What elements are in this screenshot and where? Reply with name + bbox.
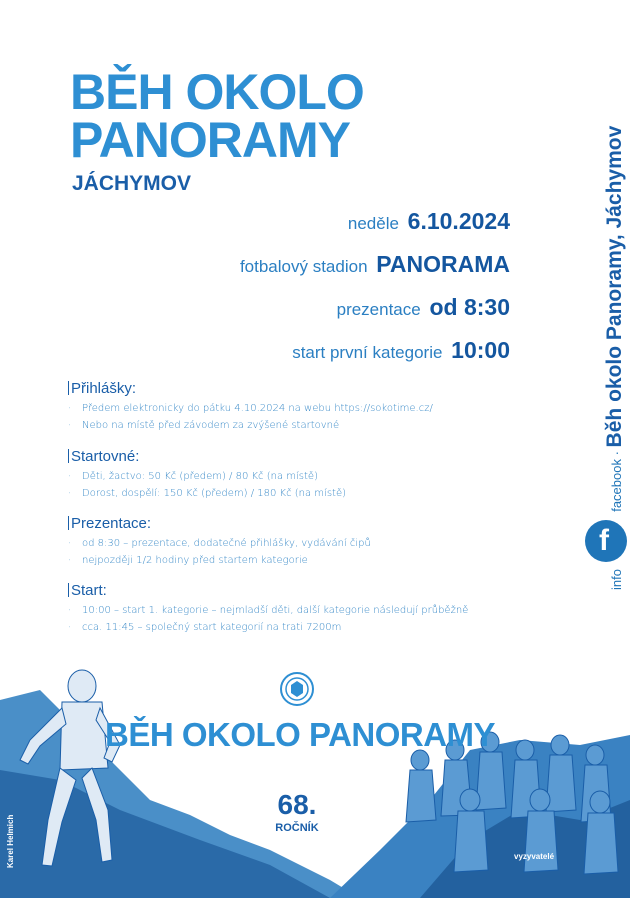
section-start	[68, 582, 548, 636]
side-page-name: Běh okolo Panoramy, Jáchymov	[603, 125, 626, 448]
side-banner	[588, 125, 626, 592]
list-item: · Předem elektronicky do pátku 4.10.2024 na webu https://sokotime.cz/	[68, 403, 433, 414]
facebook-icon: f	[585, 520, 627, 562]
section-heading: Start:	[68, 582, 548, 599]
section-registration	[68, 380, 548, 434]
event-date-label: neděle	[347, 214, 399, 233]
side-text: info facebook · Běh okolo Panoramy, Jáchymov	[603, 125, 626, 590]
list-item: · od 8:30 – prezentace, dodatečné přihlášky, vydávání čipů	[68, 538, 371, 549]
event-registration	[337, 294, 510, 321]
section-fees	[68, 448, 548, 502]
list-item: · Děti, žactvo: 50 Kč (předem) / 80 Kč (na místě)	[68, 471, 318, 482]
edition-number: 68.	[277, 789, 317, 820]
event-start-value: 10:00	[451, 337, 510, 363]
event-venue-value: PANORAMA	[376, 251, 510, 277]
event-start-label: start první kategorie	[292, 343, 443, 362]
side-prefix: info	[609, 569, 624, 590]
section-heading: Prezentace:	[68, 515, 548, 532]
title-line-2: PANORAMY	[70, 112, 350, 168]
event-date-value: 6.10.2024	[407, 208, 510, 234]
location: JÁCHYMOV	[72, 172, 192, 195]
sponsor-logo: vyzyvatelé	[514, 852, 555, 861]
event-registration-value: od 8:30	[429, 294, 510, 320]
event-venue-label: fotbalový stadion	[239, 257, 368, 276]
list-item: · cca. 11:45 – společný start kategorií na trati 7200m	[68, 622, 342, 633]
poster-title	[70, 64, 364, 168]
list-item: · 10:00 – start 1. kategorie – nejmladší děti, další kategorie následují průběžně	[68, 605, 469, 616]
side-network: facebook	[609, 459, 624, 512]
city-emblem-icon	[280, 672, 314, 706]
list-item: · nejpozději 1/2 hodiny před startem kategorie	[68, 555, 308, 566]
list-item: · Dorost, dospělí: 150 Kč (předem) / 180 Kč (na místě)	[68, 488, 347, 499]
event-date	[348, 208, 510, 235]
section-presentation	[68, 515, 548, 569]
event-registration-label: prezentace	[336, 300, 421, 319]
title-line-1: BĚH OKOLO	[70, 64, 364, 120]
event-venue	[240, 251, 510, 278]
section-heading: Startovné:	[68, 448, 548, 465]
edition-label: ROČNÍK	[275, 822, 319, 834]
event-start	[292, 337, 510, 364]
list-item: · Nebo na místě před závodem za zvýšené startovné	[68, 420, 340, 431]
bottom-title: BĚH OKOLO PANORAMY	[105, 716, 496, 753]
section-heading: Přihlášky:	[68, 380, 548, 397]
photo-credit: Karel Helmich	[6, 814, 15, 868]
